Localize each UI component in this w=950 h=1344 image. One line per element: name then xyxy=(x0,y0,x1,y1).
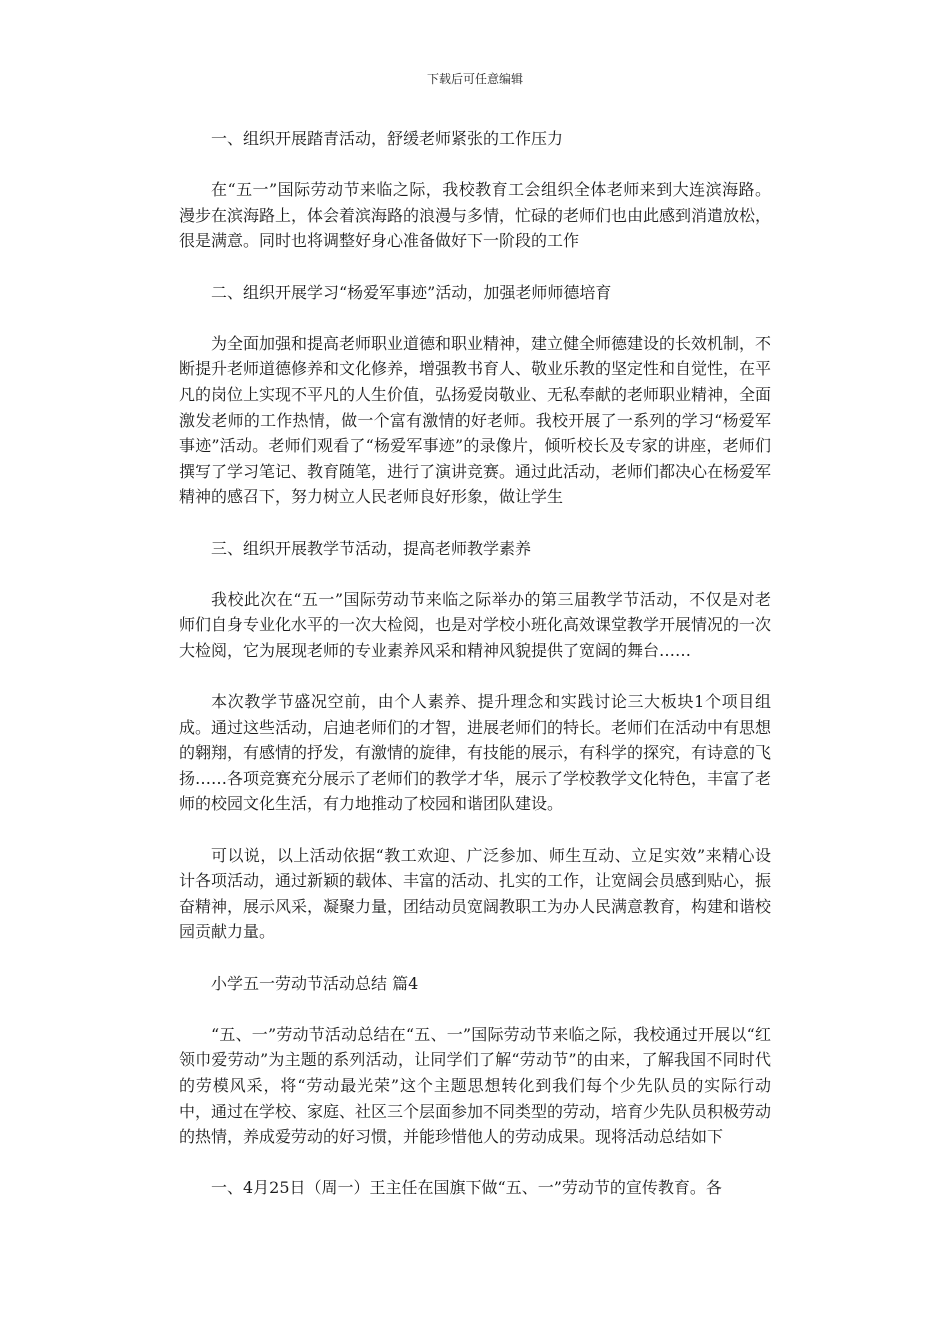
document-body xyxy=(179,126,771,1201)
heading-section-3: 三、组织开展教学节活动，提高老师教学素养 xyxy=(211,538,532,558)
heading-section-1: 一、组织开展踏青活动，舒缓老师紧张的工作压力 xyxy=(211,129,564,148)
paragraph-labor-day-summary: “五、一”劳动节活动总结在“五、一”国际劳动节来临之际，我校通过开展以“红领巾爱劳动”为主题的系列活动，让同学们了解“劳动节”的由来，了解我国不同时代的劳模风采，将“劳动最光荣”这个主题思想转化到我们每个少先队员的实际行动中，通过在学校、家庭、社区三个层面参加不同类型的劳动，培育少先队员积极劳动的热情，养成爱劳动的好习惯，并能珍惜他人的劳动成果。现将活动总结如下 xyxy=(179,1024,772,1147)
paragraph-festival-details: 本次教学节盛况空前，由个人素养、提升理念和实践讨论三大板块1个项目组成。通过这些活动，启迪老师们的才智，进展老师们的特长。老师们在活动中有思想的翱翔，有感情的抒发，有激情的旋律，有技能的展示，有科学的探究，有诗意的飞扬……各项竞赛充分展示了老师们的教学才华，展示了学校教学文化特色，丰富了老师的校园文化生活，有力地推动了校园和谐团队建设。 xyxy=(179,692,772,814)
paragraph-spring-outing: 在“五一”国际劳动节来临之际，我校教育工会组织全体老师来到大连滨海路。漫步在滨海路上，体会着滨海路的浪漫与多情，忙碌的老师们也由此感到消遣放松，很是满意。同时也将调整好身心准备做好下一阶段的工作 xyxy=(179,180,772,251)
heading-section-2: 二、组织开展学习“杨爱军事迹”活动，加强老师师德培育 xyxy=(211,282,612,302)
paragraph-teacher-ethics: 为全面加强和提高老师职业道德和职业精神，建立健全师德建设的长效机制，不断提升老师道德修养和文化修养，增强教书育人、敬业乐教的坚定性和自觉性，在平凡的岗位上实现不平凡的人生价值，弘扬爱岗敬业、无私奉献的老师职业精神，全面激发老师的工作热情，做一个富有激情的好老师。我校开展了一系列的学习“杨爱军事迹”活动。老师们观看了“杨爱军事迹”的录像片，倾听校长及专家的讲座，老师们撰写了学习笔记、教育随笔，进行了演讲竞赛。通过此活动，老师们都决心在杨爱军精神的感召下，努力树立人民老师良好形象，做让学生 xyxy=(179,333,772,507)
paragraph-teaching-festival: 我校此次在“五一”国际劳动节来临之际举办的第三届教学节活动，不仅是对老师们自身专业化水平的一次大检阅，也是对学校小班化高效课堂教学开展情况的一次大检阅，它为展现老师的专业素养风采和精神风貌提供了宽阔的舞台…… xyxy=(179,589,772,660)
paragraph-item-1: 一、4月25日（周一）王主任在国旗下做“五、一”劳动节的宣传教育。各 xyxy=(211,1178,722,1198)
heading-part-4: 小学五一劳动节活动总结 篇4 xyxy=(211,973,419,993)
download-note: 下载后可任意编辑 xyxy=(426,72,523,86)
paragraph-conclusion: 可以说，以上活动依据“教工欢迎、广泛参加、师生互动、立足实效”来精心设计各项活动，通过新颖的载体、丰富的活动、扎实的工作，让宽阔会员感到贴心，振奋精神，展示风采，凝聚力量，团结动员宽阔教职工为办人民满意教育，构建和谐校园贡献力量。 xyxy=(179,845,772,942)
